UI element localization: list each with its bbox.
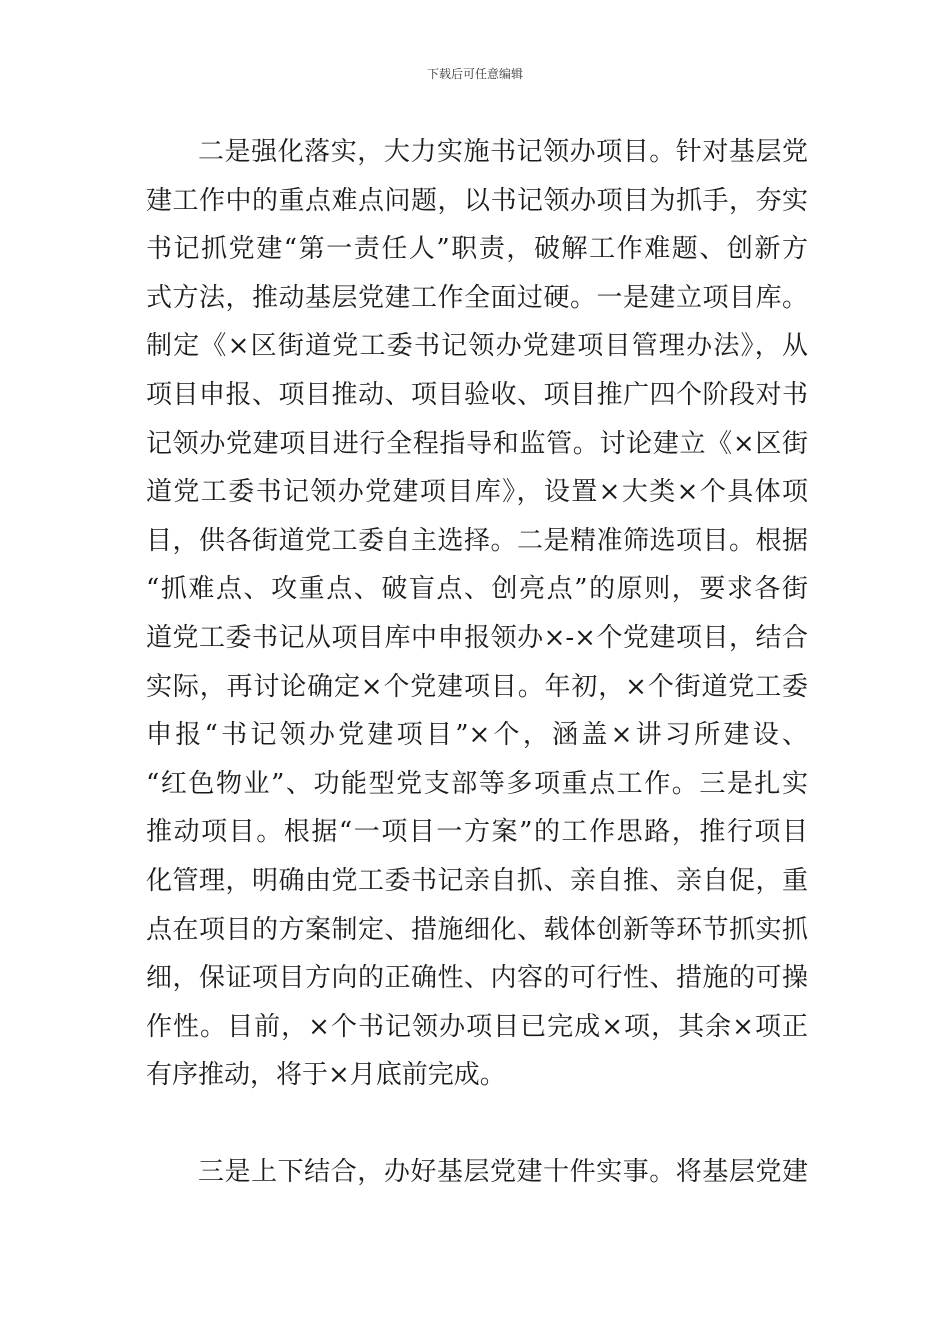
text-line: 目，供各街道党工委自主选择。二是精准筛选项目。根据 bbox=[146, 525, 808, 556]
text-line: 书记抓党建“第一责任人”职责，破解工作难题、创新方 bbox=[146, 234, 808, 265]
document-body bbox=[146, 128, 808, 1196]
text-line: 化管理，明确由党工委书记亲自抓、亲自推、亲自促，重 bbox=[146, 865, 808, 896]
text-line: “红色物业”、功能型党支部等多项重点工作。三是扎实 bbox=[146, 768, 808, 799]
text-line: 作性。目前，×个书记领办项目已完成×项，其余×项正 bbox=[146, 1011, 808, 1042]
text-line: 实际，再讨论确定×个党建项目。年初，×个街道党工委 bbox=[146, 671, 808, 702]
paragraph-1 bbox=[146, 128, 808, 1100]
paragraph-2 bbox=[146, 1148, 808, 1197]
text-line: 申报“书记领办党建项目”×个，涵盖×讲习所建设、 bbox=[146, 720, 808, 751]
text-line: 点在项目的方案制定、措施细化、载体创新等环节抓实抓 bbox=[146, 914, 808, 945]
text-line: 式方法，推动基层党建工作全面过硬。一是建立项目库。 bbox=[146, 282, 808, 313]
text-line: 记领办党建项目进行全程指导和监管。讨论建立《×区街 bbox=[146, 428, 808, 459]
text-line: 细，保证项目方向的正确性、内容的可行性、措施的可操 bbox=[146, 963, 808, 994]
text-line: 推动项目。根据“一项目一方案”的工作思路，推行项目 bbox=[146, 817, 808, 848]
page-header-note: 下载后可任意编辑 bbox=[426, 67, 523, 81]
paragraph-spacer bbox=[146, 1100, 808, 1148]
text-line: 建工作中的重点难点问题，以书记领办项目为抓手，夯实 bbox=[146, 185, 808, 216]
text-line: 三是上下结合，办好基层党建十件实事。将基层党建 bbox=[198, 1156, 808, 1187]
text-line: 二是强化落实，大力实施书记领办项目。针对基层党 bbox=[198, 137, 808, 167]
text-line: 道党工委书记领办党建项目库》，设置×大类×个具体项 bbox=[146, 477, 808, 508]
text-line: 项目申报、项目推动、项目验收、项目推广四个阶段对书 bbox=[146, 379, 808, 410]
text-line: 制定《×区街道党工委书记领办党建项目管理办法》，从 bbox=[146, 331, 808, 362]
text-line: “抓难点、攻重点、破盲点、创亮点”的原则，要求各街 bbox=[146, 574, 808, 605]
text-line: 道党工委书记从项目库中申报领办×-×个党建项目，结合 bbox=[146, 622, 808, 653]
text-line: 有序推动，将于×月底前完成。 bbox=[146, 1060, 506, 1091]
